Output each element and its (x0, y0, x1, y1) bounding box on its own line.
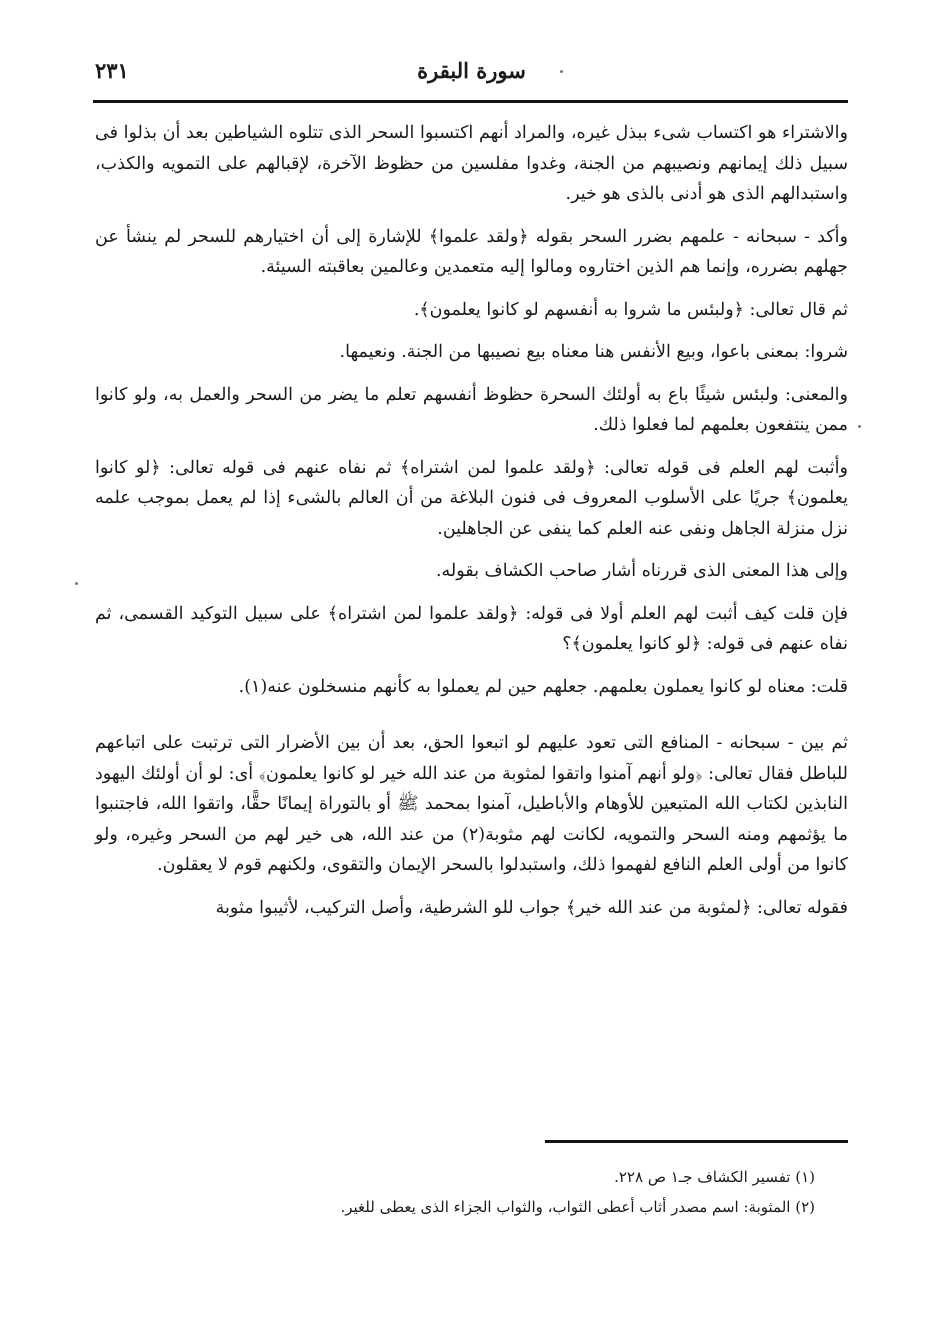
scan-speck (75, 582, 78, 585)
body-text (95, 118, 848, 935)
surah-title: سورة البقرة (417, 58, 526, 83)
paragraph-9: قلت: معناه لو كانوا يعملون بعلمهم. جعلهم حين لم يعملوا به كأنهم منسخلون عنه(١). (238, 676, 848, 697)
scan-speck (858, 425, 861, 428)
paragraph-4: شروا: بمعنى باعوا، وبيع الأنفس هنا معناه بيع نصيبها من الجنة. ونعيمها. (339, 342, 848, 362)
paragraph-5: والمعنى: ولبئس شيئًا باع به أولئك السحرة حظوظ أنفسهم تعلم ما يضر من السحر والعمل به، ولو كانوا ممن ينتفعون بعلمهم لما فعلوا ذلك. (95, 384, 848, 435)
footnote-rule (545, 1140, 848, 1143)
scan-speck (560, 70, 563, 73)
footnotes (95, 1162, 815, 1222)
footnote-1: (١) تفسير الكشاف جـ١ ص ٢٢٨. (614, 1168, 815, 1186)
paragraph-11: فقوله تعالى: ﴿لمثوبة من عند الله خير﴾ جواب للو الشرطية، وأصل التركيب، لأثيبوا مثوبة (215, 897, 848, 918)
paragraph-3: ثم قال تعالى: ﴿ولبئس ما شروا به أنفسهم لو كانوا يعلمون﴾. (413, 299, 848, 320)
paragraph-10: ثم بين - سبحانه - المنافع التى تعود عليهم لو اتبعوا الحق، بعد أن بين الأضرار التى ترتبت على اتباعهم للباطل فقال تعالى: ﴿ولو أنهم آمنوا واتقوا لمثوبة من عند الله خير لو كانوا يعلمون﴾ أى: لو أن أولئك اليهود النابذين لكتاب الله المتبعين للأوهام والأباطيل، آمنوا بمحمد ﷺ أو بالتوراة إيمانًا حقًّا، واتقوا الله، فاجتنبوا ما يؤثمهم ومنه السحر والتمويه، لكانت لهم مثوبة(٢) من عند الله، هى خير لهم من السحر وغيره، ولو كانوا من أولى العلم النافع لفهموا ذلك، واستبدلوا بالسحر الإيمان والتقوى، ولكنهم قوم لا يعقلون. (95, 733, 848, 875)
paragraph-6: وأثبت لهم العلم فى قوله تعالى: ﴿ولقد علموا لمن اشتراه﴾ ثم نفاه عنهم فى قوله تعالى: ﴿لو كانوا يعلمون﴾ جريًا على الأسلوب المعروف فى فنون البلاغة من أن العالم بالشىء إذا لم يعمل بموجب علمه نزل منزلة الجاهل ونفى عنه العلم كما ينفى عن الجاهلين. (95, 457, 848, 539)
paragraph-7: وإلى هذا المعنى الذى قررناه أشار صاحب الكشاف بقوله. (435, 561, 848, 581)
paragraph-1: والاشتراء هو اكتساب شىء ببذل غيره، والمراد أنهم اكتسبوا السحر الذى تتلوه الشياطين بعد أن بذلوا فى سبيل ذلك إيمانهم ونصيبهم من الجنة، وغدوا مفلسين من حظوظ الآخرة، لإقبالهم على التمويه والكذب، واستبدالهم الذى هو أدنى بالذى هو خير. (95, 123, 848, 204)
paragraph-8: فإن قلت كيف أثبت لهم العلم أولا فى قوله: ﴿ولقد علموا لمن اشتراه﴾ على سبيل التوكيد القسمى، ثم نفاه عنهم فى قوله: ﴿لو كانوا يعلمون﴾؟ (95, 603, 848, 654)
footnote-2: (٢) المثوبة: اسم مصدر أثاب أعطى الثواب، والثواب الجزاء الذى يعطى للغير. (340, 1198, 815, 1216)
page-header (95, 58, 848, 94)
header-rule (93, 100, 848, 103)
page-number: ٢٣١ (95, 58, 129, 83)
paragraph-2: وأكد - سبحانه - علمهم بضرر السحر بقوله ﴿ولقد علموا﴾ للإشارة إلى أن اختيارهم للسحر لم ينشأ عن جهلهم بضرره، وإنما هم الذين اختاروه ومالوا إليه متعمدين وعالمين بعاقبته السيئة. (95, 226, 848, 277)
